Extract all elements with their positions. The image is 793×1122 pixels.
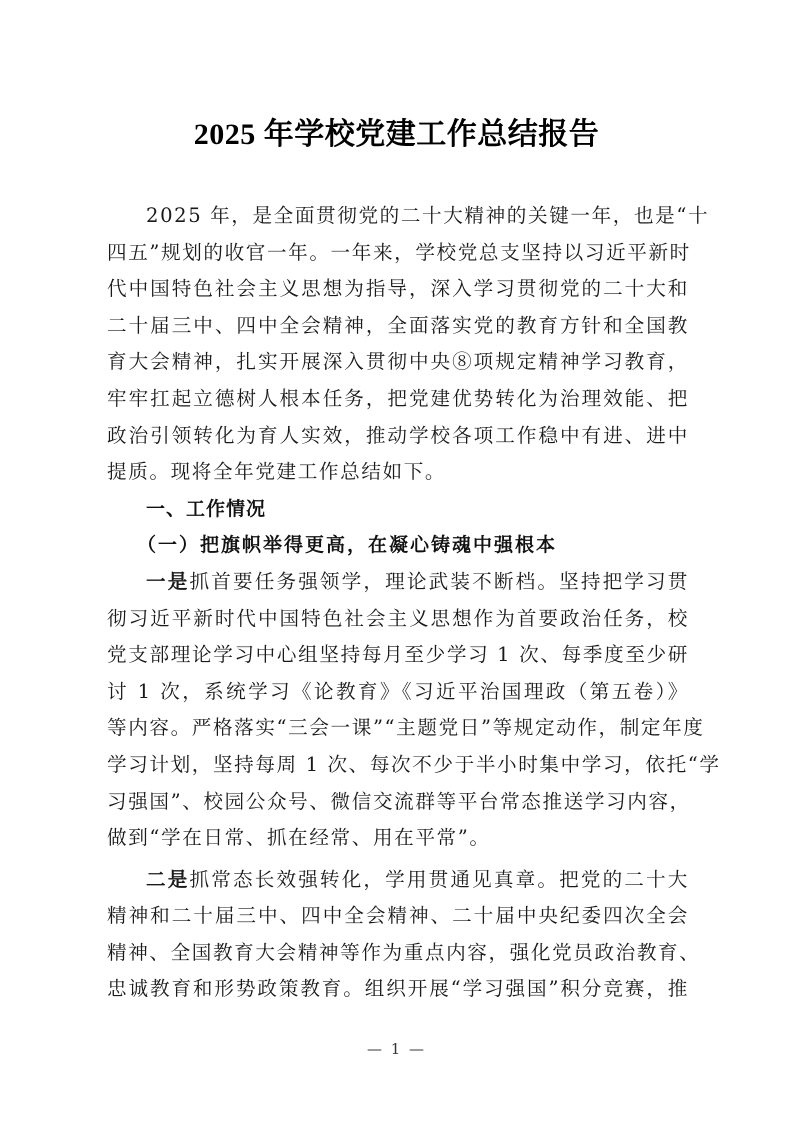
document-body: [107, 198, 721, 1008]
point-2-line: [107, 862, 689, 899]
point-1-line: 彻习近平新时代中国特色社会主义思想作为首要政治任务，校: [107, 606, 689, 630]
intro-line: 代中国特色社会主义思想为指导，深入学习贯彻党的二十大和: [107, 277, 689, 301]
intro-line: 四五”规划的收官一年。一年来，学校党总支坚持以习近平新时: [107, 240, 691, 264]
point-1-line: 等内容。严格落实“三会一课”“主题党日”等规定动作，制定年度: [107, 716, 705, 740]
intro-line: 2025 年，是全面贯彻党的二十大精神的关键一年，也是“十: [146, 204, 710, 227]
intro-line: 牢牢扛起立德树人根本任务，把党建优势转化为治理效能、把: [107, 386, 689, 410]
point-1-line: 学习计划，坚持每周 1 次、每次不少于半小时集中学习，依托“学: [107, 752, 721, 776]
intro-line: 提质。现将全年党建工作总结如下。: [107, 460, 447, 484]
intro-line: 二十届三中、四中全会精神，全面落实党的教育方针和全国教: [107, 313, 689, 337]
point-1-lead: 一是: [146, 569, 190, 593]
document-title: 2025 年学校党建工作总结报告: [193, 118, 600, 151]
section-heading: 一、工作情况: [146, 497, 267, 520]
point-2-lead: 二是: [146, 867, 190, 891]
point-1-line: 做到“学在日常、抓在经常、用在平常”。: [107, 826, 491, 850]
page-number: — 1 —: [366, 1040, 427, 1058]
point-2-line: 精神和二十届三中、四中全会精神、二十届中央纪委四次全会: [107, 904, 689, 928]
subsection-heading: （一）把旗帜举得更高，在凝心铸魂中强根本: [137, 534, 558, 557]
point-2-line: 精神、全国教育大会精神等作为重点内容，强化党员政治教育、: [107, 940, 701, 964]
point-2-line: 忠诚教育和形势政策教育。组织开展“学习强国”积分竞赛，推: [107, 977, 689, 1001]
intro-line: 政治引领转化为育人实效，推动学校各项工作稳中有进、进中: [107, 423, 689, 447]
point-1-line: [107, 564, 689, 601]
intro-line: 育大会精神，扎实开展深入贯彻中央⑧项规定精神学习教育，: [107, 350, 689, 374]
point-1-line: 习强国”、校园公众号、微信交流群等平台常态推送学习内容，: [107, 789, 691, 813]
point-2-text: 抓常态长效强转化，学用贯通见真章。把党的二十大: [189, 867, 689, 891]
point-1-text: 抓首要任务强领学，理论武装不断档。坚持把学习贯: [189, 569, 689, 593]
point-1-line: 党支部理论学习中心组坚持每月至少学习 1 次、每季度至少研: [107, 643, 689, 667]
point-1-line: 讨 1 次，系统学习《论教育》《习近平治国理政（第五卷）》: [107, 679, 689, 703]
